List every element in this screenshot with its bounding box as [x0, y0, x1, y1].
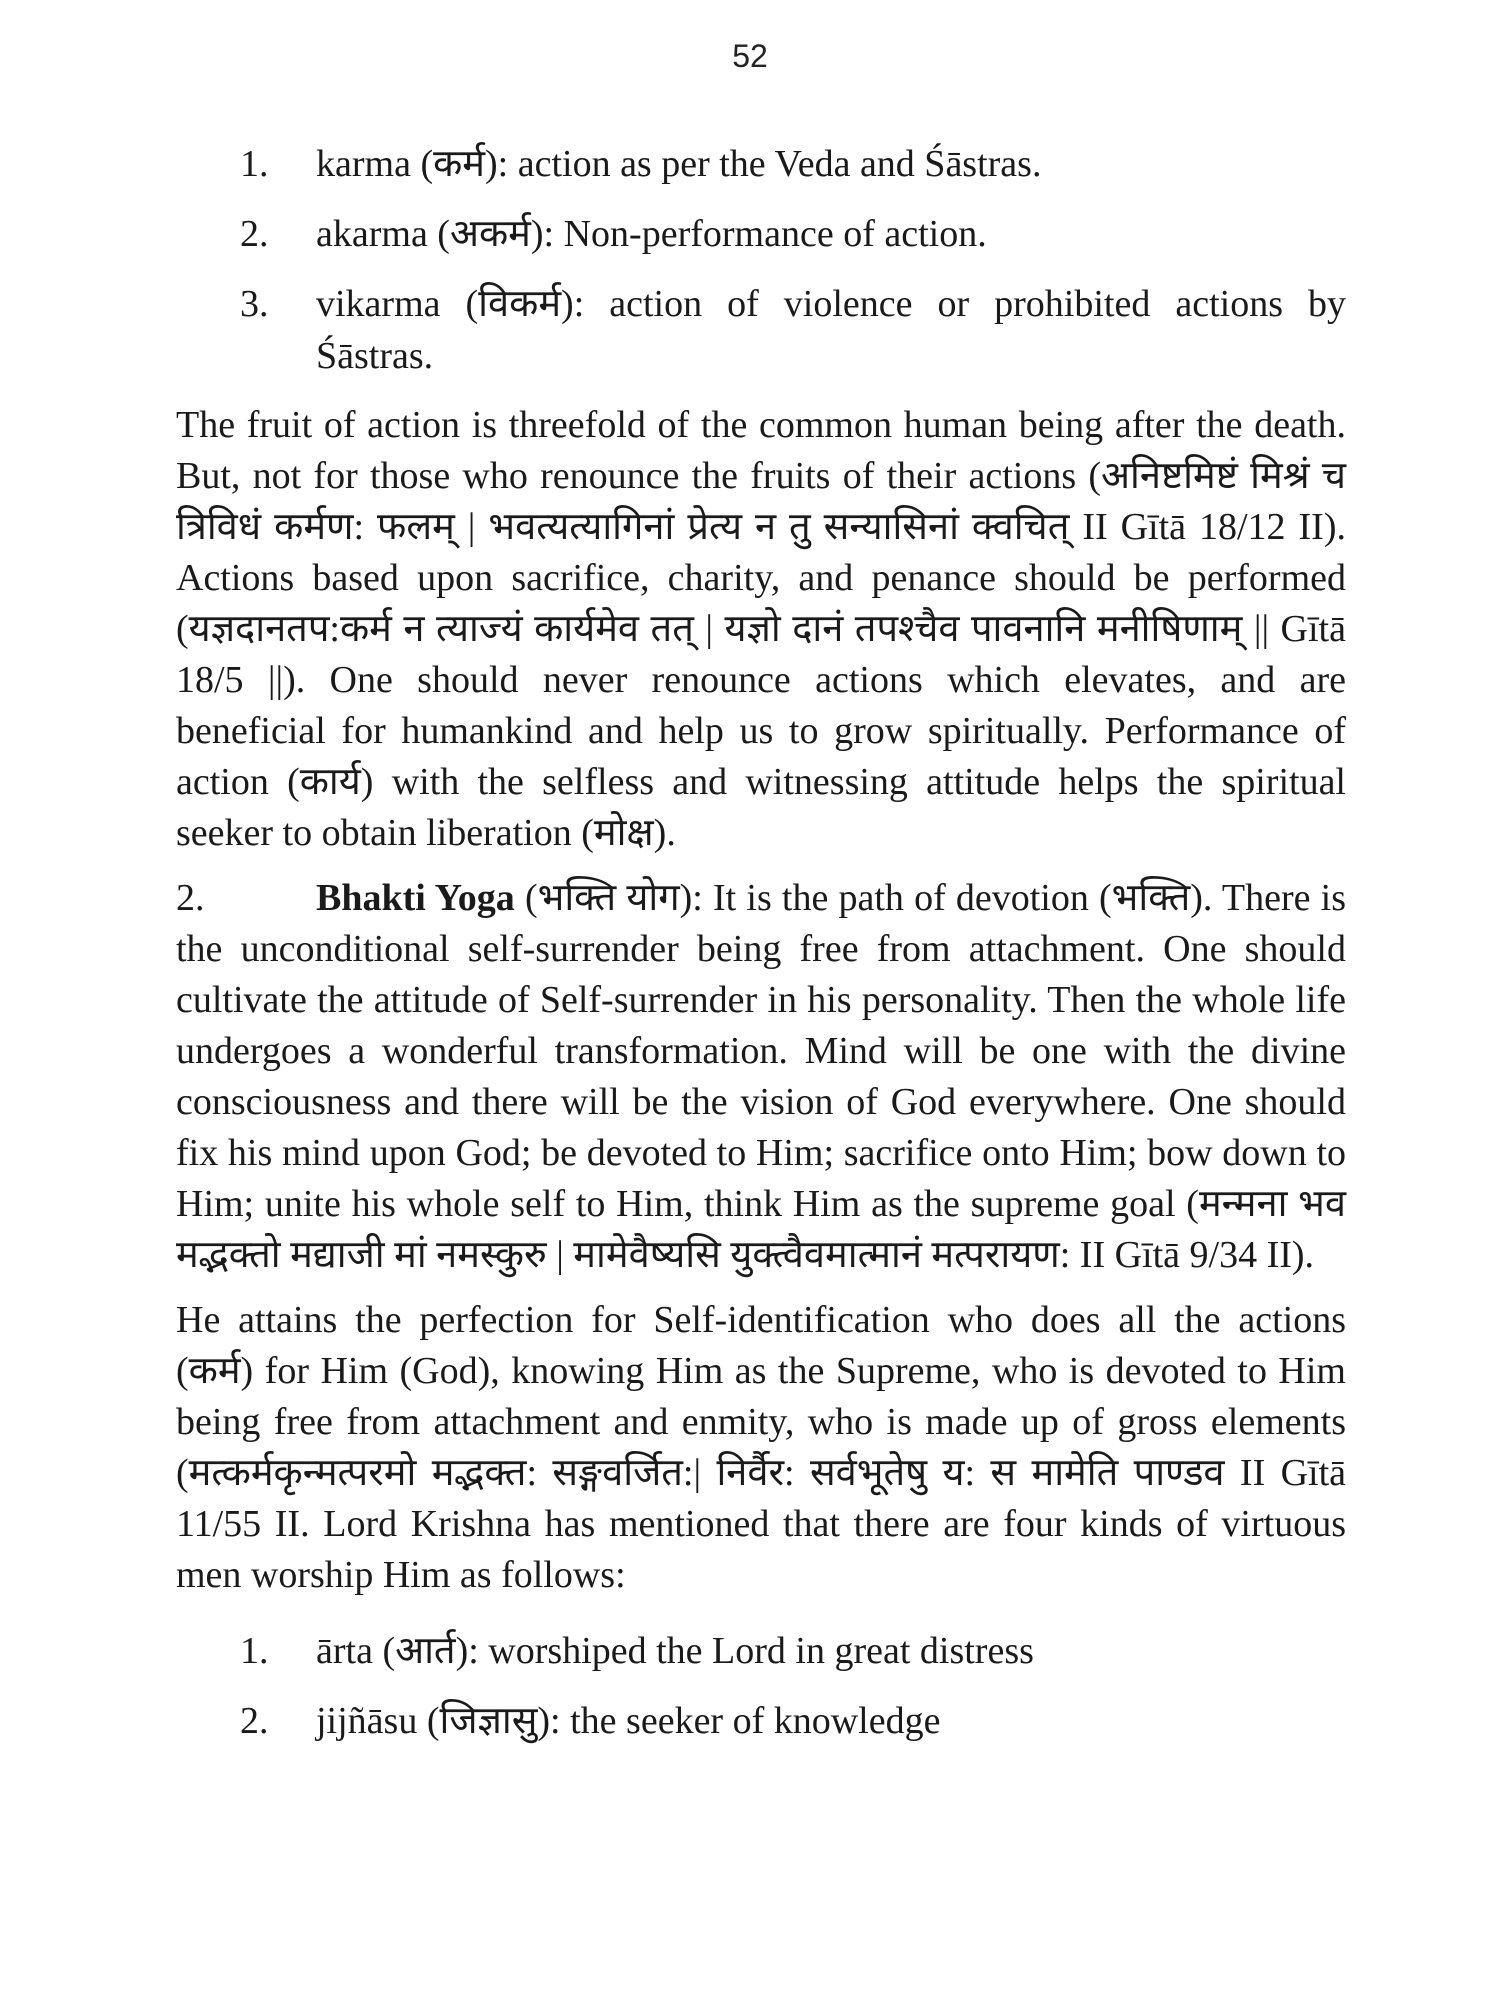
list-number: 2. — [240, 1700, 269, 1742]
list-item — [176, 208, 1346, 260]
paragraph-perfection: He attains the perfection for Self-identification who does all the actions (कर्म) for Him (God), knowing Him as the Supreme, who is devoted to Him being free from attachment and enmity, who is made up of gross elements (मत्कर्मकृन्मत्परमो मद्भक्त: सङ्गवर्जित:| निर्वैर: सर्वभूतेषु य: स मामेति पाण्डव II Gītā 11/55 II. Lord Krishna has mentioned that there are four kinds of virtuous men worship Him as follows: — [176, 1299, 1346, 1596]
list-number: 1. — [240, 143, 269, 185]
paragraph-fruit-of-action: The fruit of action is threefold of the common human being after the death. But, not for those who renounce the fruits of their actions (अनिष्टमिष्टं मिश्रं च त्रिविधं कर्मण: फलम् | भवत्यत्यागिनां प्रेत्य न तु सन्यासिनां क्वचित् II Gītā 18/12 II). Actions based upon sacrifice, charity, and penance should be performed (यज्ञदानतप:कर्म न त्याज्यं कार्यमेव तत् | यज्ञो दानं तपश्चैव पावनानि मनीषिणाम् || Gītā 18/5 ||). One should never renounce actions which elevates, and are beneficial for humankind and help us to grow spiritually. Performance of action (कार्य) with the selfless and witnessing attitude helps the spiritual seeker to obtain liberation (मोक्ष). — [176, 404, 1346, 854]
section-term: Bhakti Yoga — [316, 877, 515, 919]
list-number: 1. — [240, 1630, 269, 1672]
list-item — [176, 1695, 1346, 1747]
section-bhakti-yoga — [176, 873, 1346, 1281]
virtuous-men-list — [176, 1625, 1346, 1747]
list-text: jijñāsu (जिज्ञासु): the seeker of knowledge — [316, 1700, 941, 1742]
list-text: akarma (अकर्म): Non-performance of action. — [316, 213, 987, 255]
section-number: 2. — [176, 877, 205, 919]
list-text: vikarma (विकर्म): action of violence or prohibited actions by Śāstras. — [316, 283, 1346, 377]
list-item — [176, 278, 1346, 382]
list-text: karma (कर्म): action as per the Veda and Śāstras. — [316, 143, 1042, 185]
list-number: 2. — [240, 213, 269, 255]
section-text: (भक्ति योग): It is the path of devotion (भक्ति). There is the unconditional self-surrender being free from attachment. One should cultivate the attitude of Self-surrender in his personality. Then the whole life undergoes a wonderful transformation. Mind will be one with the divine consciousness and there will be the vision of God everywhere. One should fix his mind upon God; be devoted to Him; sacrifice onto Him; bow down to Him; unite his whole self to Him, think Him as the supreme goal (मन्मना भव मद्भक्तो मद्याजी मां नमस्कुरु | मामेवैष्यसि युक्त्वैवमात्मानं मत्परायण: II Gītā 9/34 II). — [176, 877, 1346, 1276]
list-number: 3. — [240, 283, 269, 325]
list-item — [176, 1625, 1346, 1677]
action-types-list — [176, 138, 1346, 382]
page-content — [176, 138, 1346, 1765]
list-item — [176, 138, 1346, 190]
page-number: 52 — [732, 38, 768, 74]
list-text: ārta (आर्त): worshiped the Lord in great distress — [316, 1630, 1034, 1672]
